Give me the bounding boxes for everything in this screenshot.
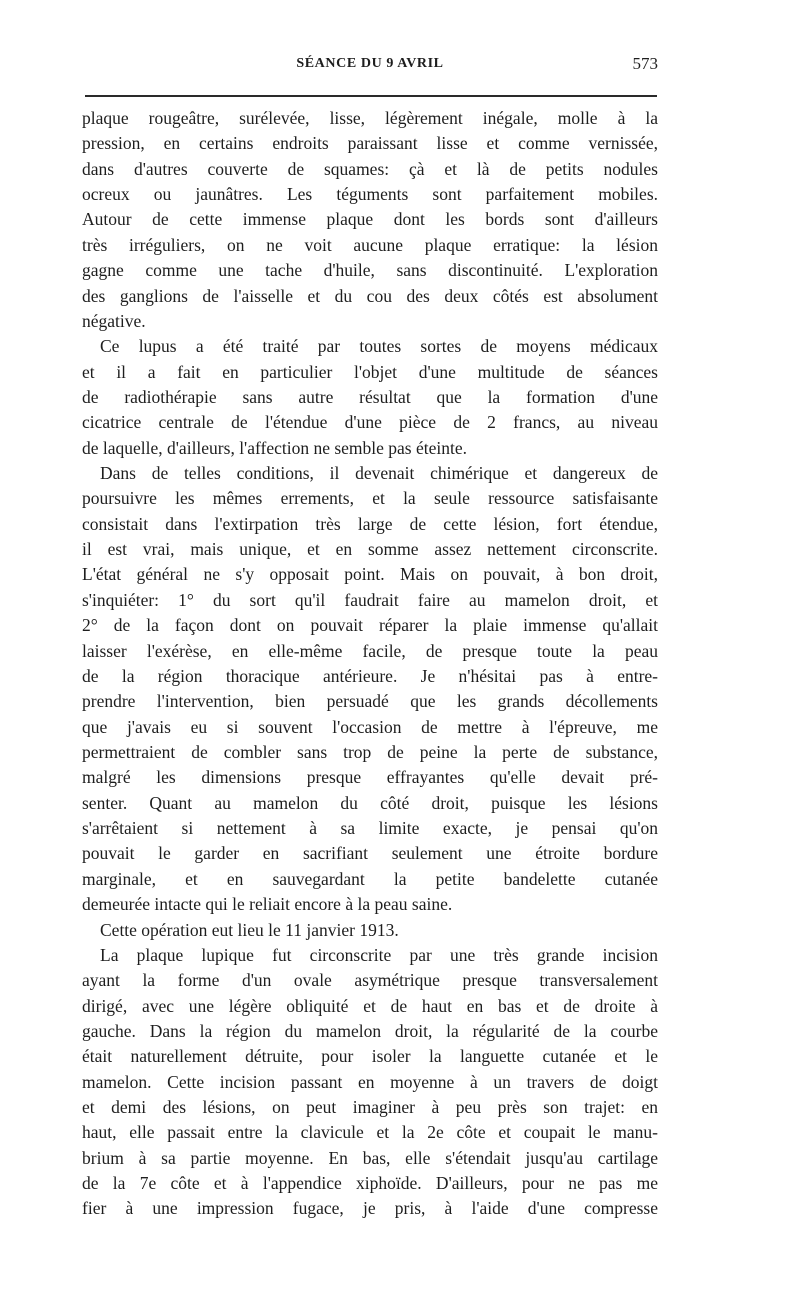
text-line: La plaque lupique fut circonscrite par une très grande incision [100, 944, 658, 965]
text-line: pouvait le garder en sacrifiant seulement une étroite bordure [82, 843, 658, 864]
header-rule [85, 95, 657, 97]
text-line: poursuivre les mêmes errements, et la seule ressource satisfaisante [82, 488, 658, 509]
text-line: Dans de telles conditions, il devenait chimérique et dangereux de [100, 463, 658, 484]
text-line: négative. [82, 310, 146, 331]
text-line: et il a fait en particulier l'objet d'une multitude de séances [82, 361, 658, 382]
text-line: consistait dans l'extirpation très large de cette lésion, fort étendue, [82, 513, 658, 534]
text-line: que j'avais eu si souvent l'occasion de mettre à l'épreuve, me [82, 716, 658, 737]
text-line: fier à une impression fugace, je pris, à l'aide d'une compresse [82, 1198, 658, 1219]
text-line: permettraient de combler sans trop de peine la perte de substance, [82, 741, 658, 762]
running-title: SÉANCE DU 9 AVRIL [296, 56, 444, 71]
text-line: brium à sa partie moyenne. En bas, elle s'étendait jusqu'au cartilage [82, 1147, 658, 1168]
text-line: ocreux ou jaunâtres. Les téguments sont parfaitement mobiles. [82, 184, 658, 205]
text-line: était naturellement détruite, pour isoler la languette cutanée et le [82, 1046, 658, 1067]
text-line: mamelon. Cette incision passant en moyenne à un travers de doigt [82, 1071, 658, 1092]
text-line: de laquelle, d'ailleurs, l'affection ne semble pas éteinte. [82, 437, 467, 458]
text-line: il est vrai, mais unique, et en somme assez nettement circonscrite. [82, 539, 658, 560]
text-line: ayant la forme d'un ovale asymétrique presque transversalement [82, 970, 658, 991]
text-line: dans d'autres couverte de squames: çà et là de petits nodules [82, 158, 658, 179]
text-line: très irréguliers, on ne voit aucune plaque erratique: la lésion [82, 234, 658, 255]
text-line: Ce lupus a été traité par toutes sortes de moyens médicaux [100, 336, 658, 357]
text-line: demeurée intacte qui le reliait encore à la peau saine. [82, 894, 453, 915]
text-line: Cette opération eut lieu le 11 janvier 1913. [100, 919, 399, 940]
text-line: malgré les dimensions presque effrayantes qu'elle devait pré- [82, 767, 658, 788]
text-line: plaque rougeâtre, surélevée, lisse, légèrement inégale, molle à la [82, 108, 658, 128]
text-line: L'état général ne s'y opposait point. Mais on pouvait, à bon droit, [82, 564, 658, 585]
page-number: 573 [632, 54, 658, 73]
text-line: gauche. Dans la région du mamelon droit, la régularité de la courbe [82, 1020, 658, 1041]
text-line: haut, elle passait entre la clavicule et la 2e côte et coupait le manu- [82, 1122, 658, 1143]
body-text [82, 106, 658, 1222]
text-line: 2° de la façon dont on pouvait réparer la plaie immense qu'allait [82, 615, 658, 636]
text-line: cicatrice centrale de l'étendue d'une pièce de 2 francs, au niveau [82, 412, 658, 433]
text-line: s'arrêtaient si nettement à sa limite exacte, je pensai qu'on [82, 818, 658, 839]
text-line: pression, en certains endroits paraissant lisse et comme vernissée, [82, 133, 658, 154]
page-header [82, 52, 658, 86]
text-line: de la 7e côte et à l'appendice xiphoïde. D'ailleurs, pour ne pas me [82, 1173, 658, 1194]
text-line: gagne comme une tache d'huile, sans discontinuité. L'exploration [82, 260, 658, 281]
text-line: de la région thoracique antérieure. Je n'hésitai pas à entre- [82, 665, 658, 686]
text-line: des ganglions de l'aisselle et du cou des deux côtés est absolument [82, 285, 658, 306]
text-line: marginale, et en sauvegardant la petite bandelette cutanée [82, 868, 658, 889]
text-line: s'inquiéter: 1° du sort qu'il faudrait faire au mamelon droit, et [82, 589, 658, 610]
text-line: et demi des lésions, on peut imaginer à peu près son trajet: en [82, 1097, 658, 1118]
text-line: Autour de cette immense plaque dont les bords sont d'ailleurs [82, 209, 658, 230]
text-line: de radiothérapie sans autre résultat que la formation d'une [82, 386, 658, 407]
text-line: laisser l'exérèse, en elle-même facile, de presque toute la peau [82, 640, 658, 661]
text-line: prendre l'intervention, bien persuadé que les grands décollements [82, 691, 658, 712]
text-line: dirigé, avec une légère obliquité et de haut en bas et de droite à [82, 995, 658, 1016]
text-line: senter. Quant au mamelon du côté droit, puisque les lésions [82, 792, 658, 813]
